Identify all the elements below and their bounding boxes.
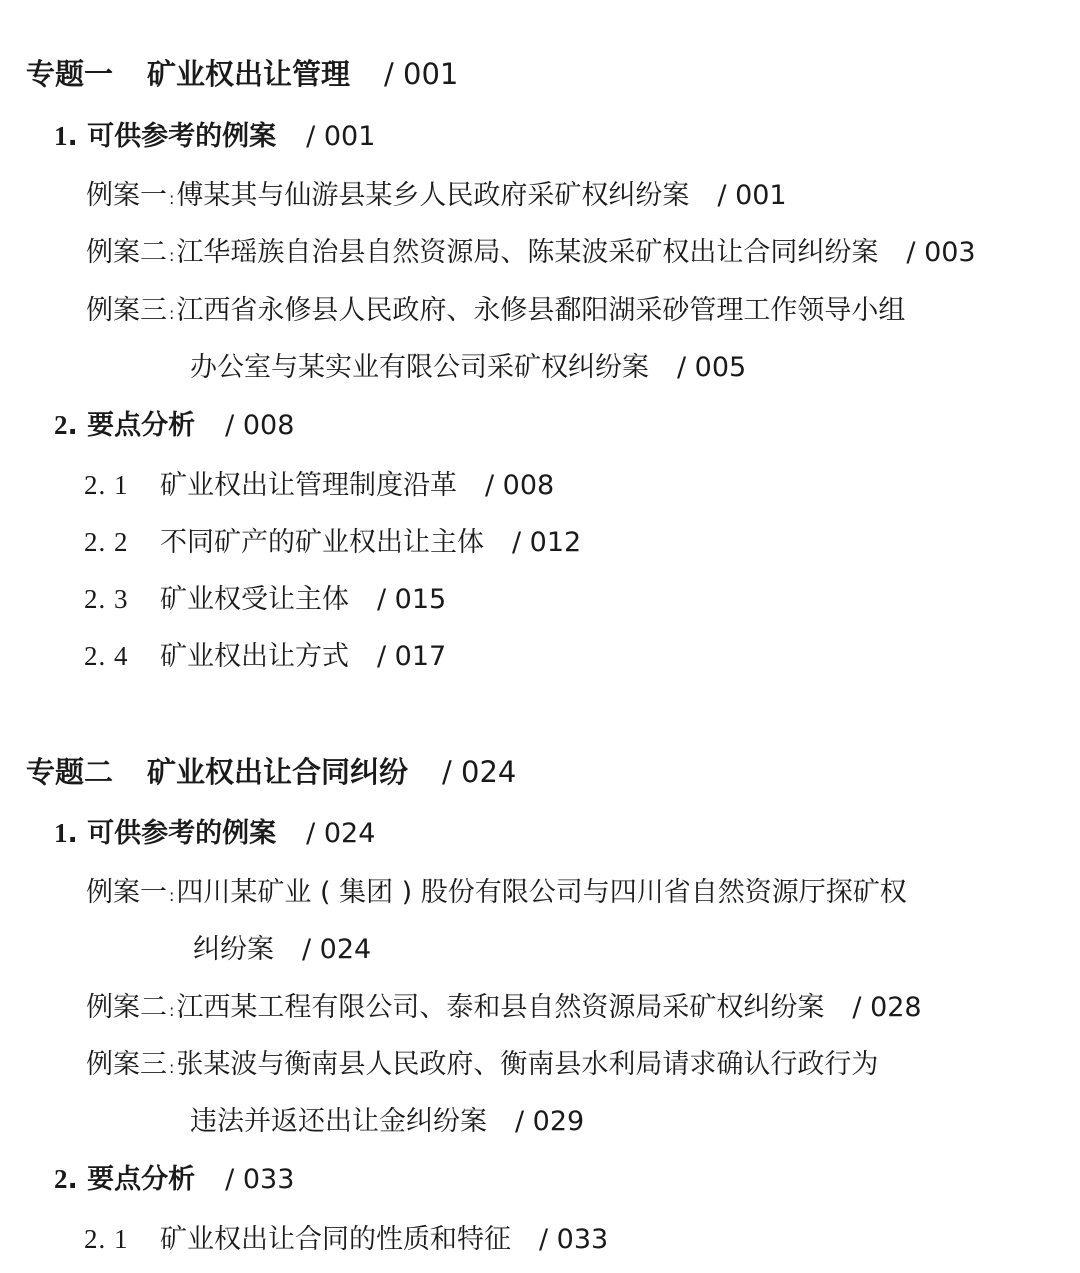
page-number: / 017: [377, 641, 447, 672]
page-number: / 001: [717, 180, 787, 211]
subsection-title: 矿业权受让主体: [160, 584, 349, 615]
case-separator: :: [169, 246, 175, 265]
subsection-number: 2. 4: [84, 641, 129, 671]
page-number: / 024: [302, 934, 372, 965]
case-entry: [86, 994, 922, 1021]
page-number: / 001: [384, 57, 459, 91]
page-number: / 033: [539, 1224, 609, 1255]
page-number: / 008: [485, 470, 555, 501]
case-label: 例案二: [86, 992, 167, 1023]
case-entry-continuation: [193, 936, 371, 963]
case-label: 例案一: [86, 877, 167, 908]
topic-2-heading: [26, 755, 517, 789]
page-number: / 029: [515, 1106, 585, 1137]
topic-label: 专题一: [26, 57, 114, 91]
subsection-number: 2. 2: [84, 527, 129, 557]
subsection-title: 矿业权出让合同的性质和特征: [160, 1224, 511, 1255]
section-title: . 可供参考的例案: [67, 121, 277, 152]
subsection-title: 不同矿产的矿业权出让主体: [160, 527, 484, 558]
subsection-entry: [84, 1226, 608, 1253]
section-number: 2: [54, 410, 68, 440]
section-title: . 可供参考的例案: [67, 818, 277, 849]
case-label: 例案二: [86, 237, 167, 268]
case-title: 傅某其与仙游县某乡人民政府采矿权纠纷案: [176, 180, 690, 211]
case-separator: :: [169, 1058, 175, 1077]
section-heading: [54, 412, 294, 439]
page-number: / 008: [225, 410, 295, 441]
subsection-entry: [84, 643, 446, 670]
case-label: 例案三: [86, 295, 167, 326]
case-title: 江西某工程有限公司、泰和县自然资源局采矿权纠纷案: [176, 992, 825, 1023]
case-title-continued: 违法并返还出让金纠纷案: [190, 1106, 487, 1137]
case-label: 例案一: [86, 180, 167, 211]
subsection-number: 2. 1: [84, 1224, 129, 1254]
page-number: / 003: [906, 237, 976, 268]
case-entry: [86, 1051, 878, 1078]
page-number: / 033: [225, 1164, 295, 1195]
page-number: / 001: [306, 121, 376, 152]
case-entry: [86, 182, 787, 209]
section-number: 1: [54, 121, 68, 151]
page-number: / 028: [852, 992, 922, 1023]
page-number: / 015: [377, 584, 447, 615]
topic-1-heading: [26, 57, 459, 91]
section-heading: [54, 1166, 294, 1193]
subsection-entry: [84, 529, 581, 556]
case-entry: [86, 239, 976, 266]
page-number: / 012: [512, 527, 582, 558]
case-separator: :: [169, 886, 175, 905]
case-entry: [86, 297, 905, 324]
subsection-title: 矿业权出让方式: [160, 641, 349, 672]
case-title-continued: 办公室与某实业有限公司采矿权纠纷案: [190, 352, 649, 383]
section-heading: [54, 820, 375, 847]
section-title: . 要点分析: [67, 1164, 196, 1195]
section-heading: [54, 123, 375, 150]
subsection-number: 2. 1: [84, 470, 129, 500]
case-title-continued: 纠纷案: [193, 934, 274, 965]
page-number: / 005: [677, 352, 747, 383]
page-number: / 024: [306, 818, 376, 849]
case-separator: :: [169, 1001, 175, 1020]
case-entry: [86, 879, 907, 906]
page-number: / 024: [442, 755, 517, 789]
topic-title: 矿业权出让管理: [147, 57, 351, 91]
case-title: 四川某矿业 ( 集团 ) 股份有限公司与四川省自然资源厅探矿权: [176, 877, 907, 908]
section-number: 1: [54, 818, 68, 848]
topic-title: 矿业权出让合同纠纷: [147, 755, 409, 789]
subsection-title: 矿业权出让管理制度沿革: [160, 470, 457, 501]
case-separator: :: [169, 189, 175, 208]
case-title: 张某波与衡南县人民政府、衡南县水利局请求确认行政行为: [176, 1049, 879, 1080]
subsection-number: 2. 3: [84, 584, 129, 614]
section-number: 2: [54, 1164, 68, 1194]
subsection-entry: [84, 586, 446, 613]
case-title: 江华瑶族自治县自然资源局、陈某波采矿权出让合同纠纷案: [176, 237, 879, 268]
case-entry-continuation: [190, 354, 746, 381]
case-entry-continuation: [190, 1108, 584, 1135]
topic-label: 专题二: [26, 755, 114, 789]
subsection-entry: [84, 472, 554, 499]
case-separator: :: [169, 304, 175, 323]
case-label: 例案三: [86, 1049, 167, 1080]
section-title: . 要点分析: [67, 410, 196, 441]
case-title: 江西省永修县人民政府、永修县鄱阳湖采砂管理工作领导小组: [176, 295, 906, 326]
